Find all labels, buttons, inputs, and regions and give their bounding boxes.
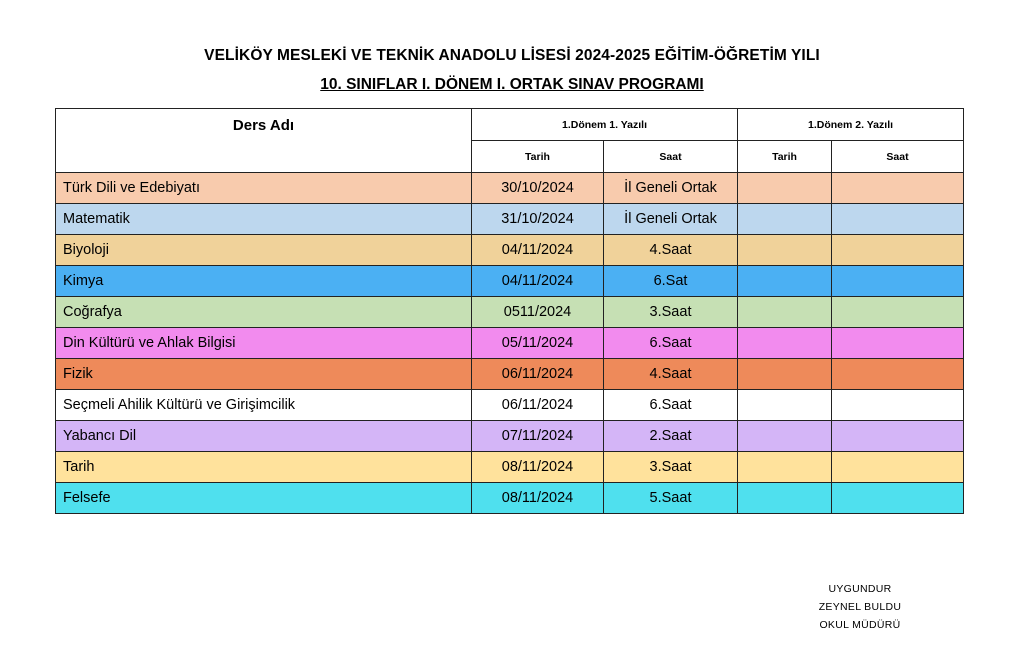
cell-period2-time [832, 359, 964, 390]
cell-period2-date [738, 359, 832, 390]
cell-subject: Fizik [56, 359, 472, 390]
cell-period2-time [832, 328, 964, 359]
table-row [56, 452, 964, 483]
cell-period2-date [738, 204, 832, 235]
principal-name: ZEYNEL BULDU [818, 601, 902, 613]
cell-period2-date [738, 483, 832, 514]
cell-period1-date: 30/10/2024 [472, 173, 604, 204]
cell-period1-date: 05/11/2024 [472, 328, 604, 359]
header-subject: Ders Adı [56, 109, 472, 173]
cell-period1-time: 4.Saat [604, 235, 738, 266]
table-row [56, 421, 964, 452]
table-row [56, 328, 964, 359]
cell-period1-date: 08/11/2024 [472, 452, 604, 483]
table-row [56, 266, 964, 297]
cell-period2-time [832, 421, 964, 452]
approval-status: UYGUNDUR [828, 583, 892, 595]
cell-period2-time [832, 390, 964, 421]
cell-period2-date [738, 297, 832, 328]
cell-subject: Kimya [56, 266, 472, 297]
cell-period1-time: 3.Saat [604, 452, 738, 483]
cell-subject: Türk Dili ve Edebiyatı [56, 173, 472, 204]
table-row [56, 359, 964, 390]
cell-subject: Yabancı Dil [56, 421, 472, 452]
cell-period1-date: 06/11/2024 [472, 390, 604, 421]
cell-period2-time [832, 297, 964, 328]
table-row [56, 235, 964, 266]
cell-period2-date [738, 390, 832, 421]
cell-period2-date [738, 328, 832, 359]
header-period1-time: Saat [604, 141, 738, 173]
cell-period1-time: İl Geneli Ortak [604, 173, 738, 204]
cell-period1-time: 2.Saat [604, 421, 738, 452]
cell-period1-time: 6.Sat [604, 266, 738, 297]
cell-period2-date [738, 452, 832, 483]
cell-subject: Din Kültürü ve Ahlak Bilgisi [56, 328, 472, 359]
cell-period1-date: 31/10/2024 [472, 204, 604, 235]
cell-period2-date [738, 266, 832, 297]
table-body [56, 173, 964, 514]
cell-period1-time: 5.Saat [604, 483, 738, 514]
cell-period1-time: İl Geneli Ortak [604, 204, 738, 235]
cell-subject: Tarih [56, 452, 472, 483]
cell-subject: Matematik [56, 204, 472, 235]
cell-subject: Seçmeli Ahilik Kültürü ve Girişimcilik [56, 390, 472, 421]
cell-period1-time: 4.Saat [604, 359, 738, 390]
cell-period2-time [832, 235, 964, 266]
cell-period1-date: 0511/2024 [472, 297, 604, 328]
cell-subject: Coğrafya [56, 297, 472, 328]
table-row [56, 204, 964, 235]
document-title: VELİKÖY MESLEKİ VE TEKNİK ANADOLU LİSESİ 2024-2025 EĞİTİM-ÖĞRETİM YILI [204, 47, 820, 64]
cell-period1-date: 08/11/2024 [472, 483, 604, 514]
header-period2-date: Tarih [738, 141, 832, 173]
cell-period1-date: 04/11/2024 [472, 266, 604, 297]
approval-signature [810, 580, 910, 634]
cell-period1-date: 07/11/2024 [472, 421, 604, 452]
cell-period1-date: 06/11/2024 [472, 359, 604, 390]
cell-period2-time [832, 483, 964, 514]
cell-period2-time [832, 266, 964, 297]
cell-subject: Felsefe [56, 483, 472, 514]
document-subtitle: 10. SINIFLAR I. DÖNEM I. ORTAK SINAV PROGRAMI [320, 76, 704, 93]
header-period1-date: Tarih [472, 141, 604, 173]
cell-period1-time: 6.Saat [604, 390, 738, 421]
header-period-2: 1.Dönem 2. Yazılı [738, 109, 964, 141]
principal-title: OKUL MÜDÜRÜ [819, 619, 901, 631]
exam-schedule-table [55, 108, 964, 514]
table-row [56, 483, 964, 514]
header-period2-time: Saat [832, 141, 964, 173]
table-row [56, 390, 964, 421]
cell-period2-date [738, 421, 832, 452]
header-period-1: 1.Dönem 1. Yazılı [472, 109, 738, 141]
cell-period2-time [832, 204, 964, 235]
cell-period1-time: 3.Saat [604, 297, 738, 328]
cell-period2-time [832, 452, 964, 483]
cell-period2-date [738, 235, 832, 266]
table-row [56, 173, 964, 204]
cell-subject: Biyoloji [56, 235, 472, 266]
table-row [56, 297, 964, 328]
cell-period2-time [832, 173, 964, 204]
cell-period2-date [738, 173, 832, 204]
cell-period1-time: 6.Saat [604, 328, 738, 359]
cell-period1-date: 04/11/2024 [472, 235, 604, 266]
